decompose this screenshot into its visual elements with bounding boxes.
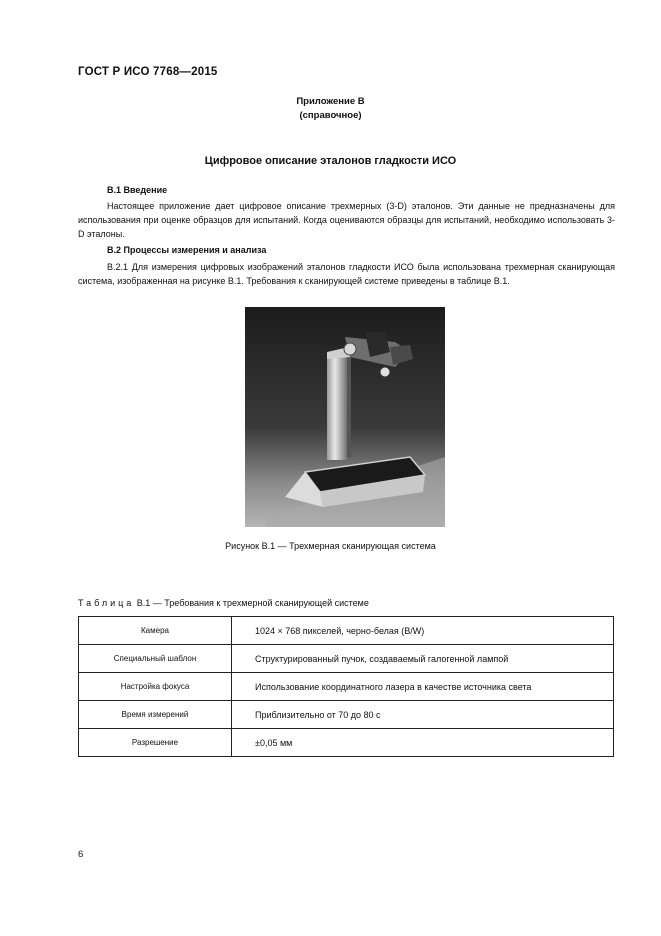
- param-cell: Специальный шаблон: [79, 645, 232, 673]
- appendix-heading: [0, 95, 661, 123]
- table-caption-text: В.1 — Требования к трехмерной сканирующей системе: [134, 598, 369, 608]
- table-row: [79, 645, 614, 673]
- value-cell: ±0,05 мм: [232, 729, 614, 757]
- section-b2-heading: В.2 Процессы измерения и анализа: [107, 245, 267, 255]
- table-caption: [78, 598, 369, 608]
- param-cell: Разрешение: [79, 729, 232, 757]
- page-number: 6: [78, 849, 84, 860]
- table-row: [79, 701, 614, 729]
- standard-code: ГОСТ Р ИСО 7768—2015: [78, 66, 218, 78]
- section-b2-text: В.2.1 Для измерения цифровых изображений эталонов гладкости ИСО была использована трехмерная сканирующая система, изображенная на рисунке В.1. Требования к сканирующей системе приведены в таблице В.1.: [78, 262, 615, 287]
- requirements-table: [78, 616, 614, 757]
- appendix-title: Цифровое описание эталонов гладкости ИСО: [204, 155, 457, 167]
- table-row: [79, 673, 614, 701]
- section-b1-text: Настоящее приложение дает цифровое описание трехмерных (3-D) эталонов. Эти данные не предназначены для использования при оценке образцов для испытаний. Когда оцениваются образцы для испытаний, необходимо использовать 3-D эталоны.: [78, 201, 615, 240]
- param-cell: Камера: [79, 617, 232, 645]
- value-cell: Структурированный пучок, создаваемый галогенной лампой: [232, 645, 614, 673]
- table-row: [79, 729, 614, 757]
- table-caption-word: Таблица: [78, 598, 135, 608]
- section-b1-paragraph: [78, 199, 615, 242]
- scanner-illustration: [245, 307, 445, 527]
- table-row: [79, 617, 614, 645]
- param-cell: Время измерений: [79, 701, 232, 729]
- appendix-label: Приложение В: [296, 96, 365, 107]
- section-b1-heading: В.1 Введение: [107, 185, 168, 195]
- section-b2-paragraph: [78, 260, 615, 288]
- appendix-type: (справочное): [299, 110, 362, 121]
- param-cell: Настройка фокуса: [79, 673, 232, 701]
- figure-3d-scanner-photo: [245, 307, 445, 527]
- value-cell: Использование координатного лазера в качестве источника света: [232, 673, 614, 701]
- figure-caption: Рисунок В.1 — Трехмерная сканирующая система: [225, 541, 436, 551]
- value-cell: 1024 × 768 пикселей, черно-белая (B/W): [232, 617, 614, 645]
- value-cell: Приблизительно от 70 до 80 с: [232, 701, 614, 729]
